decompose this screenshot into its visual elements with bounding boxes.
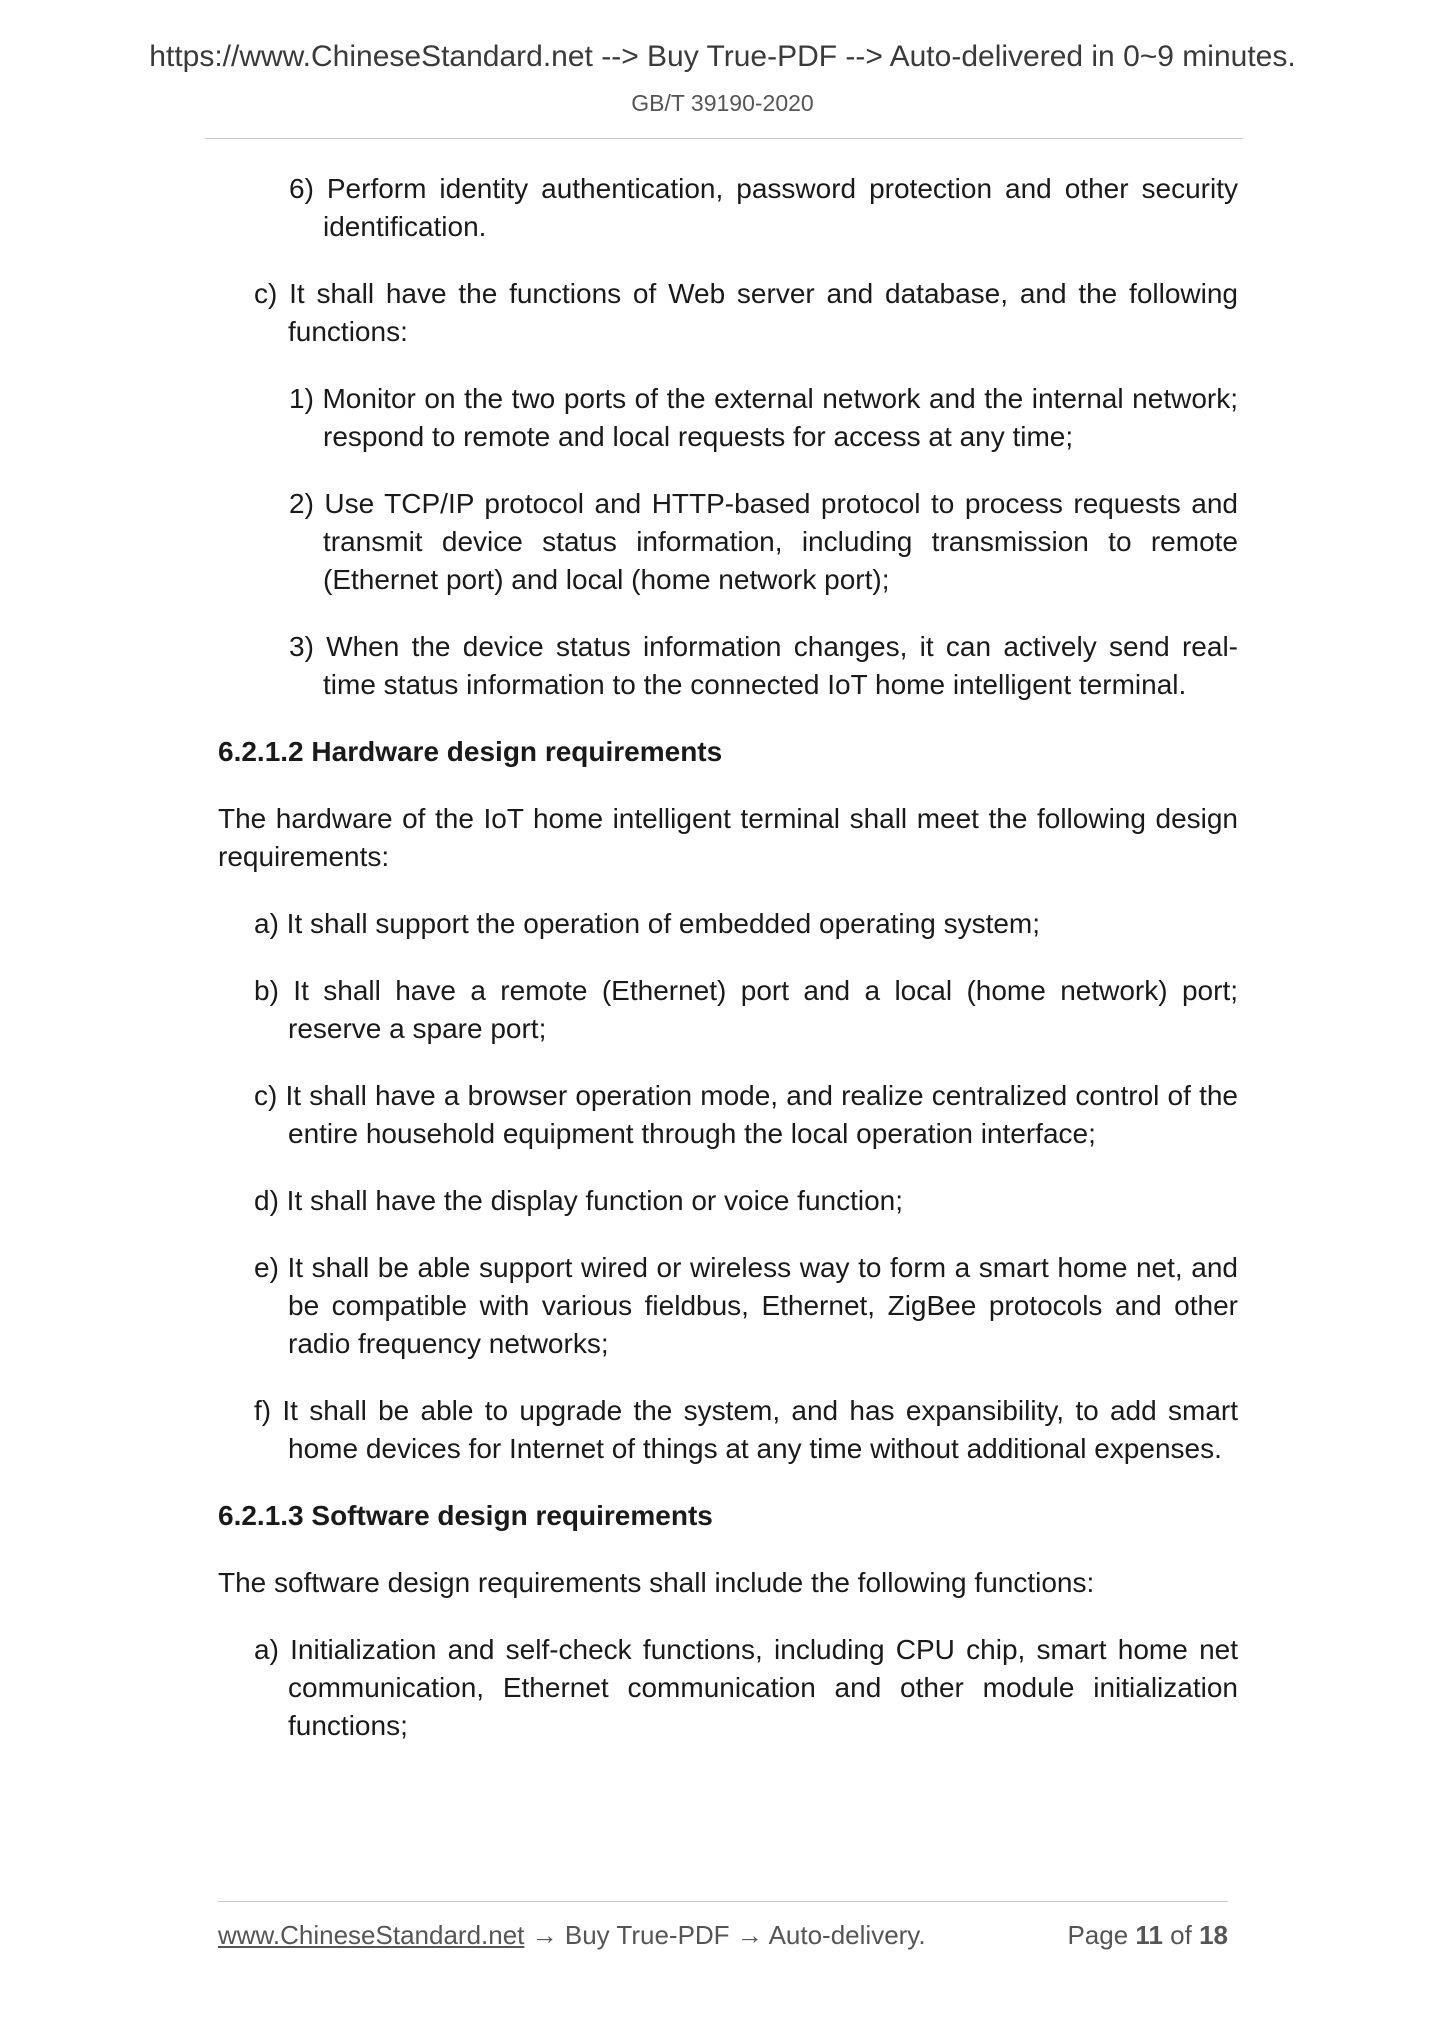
footer-delivery-text: → Buy True-PDF → Auto-delivery. [524,1920,926,1950]
footer-site-link[interactable]: www.ChineseStandard.net [218,1920,525,1950]
hardware-item-e: e) It shall be able support wired or wireless way to form a smart home net, and be compatible with various fieldbus, Ethernet, ZigBee protocols and other radio frequency networks; [254,1252,1238,1359]
section-heading-hardware: 6.2.1.2 Hardware design requirements [218,736,723,767]
hardware-item-b: b) It shall have a remote (Ethernet) port and a local (home network) port; reserve a spare port; [254,975,1238,1044]
software-item-a: a) Initialization and self-check functions, including CPU chip, smart home net communication, Ethernet communication and other module initialization functions; [254,1634,1238,1741]
list-item-c-1: 1) Monitor on the two ports of the external network and the internal network; respond to remote and local requests for access at any time; [289,383,1238,452]
hardware-item-c: c) It shall have a browser operation mode, and realize centralized control of the entire household equipment through the local operation interface; [254,1080,1238,1149]
page-label: Page [1067,1920,1129,1950]
document-body [218,170,1238,1774]
section-heading-software: 6.2.1.3 Software design requirements [218,1500,713,1531]
hardware-item-a: a) It shall support the operation of embedded operating system; [254,908,1041,939]
footer-divider [218,1901,1228,1902]
footer-promo [218,1920,926,1951]
page-indicator [1067,1920,1228,1951]
hardware-item-f: f) It shall be able to upgrade the system, and has expansibility, to add smart home devices for Internet of things at any time without additional expenses. [254,1395,1238,1464]
hardware-intro: The hardware of the IoT home intelligent terminal shall meet the following design requirements: [218,803,1238,872]
list-item-c: c) It shall have the functions of Web server and database, and the following functions: [254,278,1238,347]
page-of-label: of [1170,1920,1192,1950]
hardware-item-d: d) It shall have the display function or voice function; [254,1185,904,1216]
software-intro: The software design requirements shall include the following functions: [218,1567,1095,1598]
list-item-c-3: 3) When the device status information changes, it can actively send real-time status information to the connected IoT home intelligent terminal. [289,631,1238,700]
header-divider [205,138,1243,139]
list-item-6: 6) Perform identity authentication, password protection and other security identification. [289,173,1238,242]
header-url-line: https://www.ChineseStandard.net --> Buy True-PDF --> Auto-delivered in 0~9 minutes. [149,40,1296,73]
list-item-c-2: 2) Use TCP/IP protocol and HTTP-based protocol to process requests and transmit device status information, including transmission to remote (Ethernet port) and local (home network port); [289,488,1238,595]
page-number: 11 [1135,1920,1163,1950]
page-total: 18 [1199,1920,1228,1950]
standard-code: GB/T 39190-2020 [631,90,814,116]
